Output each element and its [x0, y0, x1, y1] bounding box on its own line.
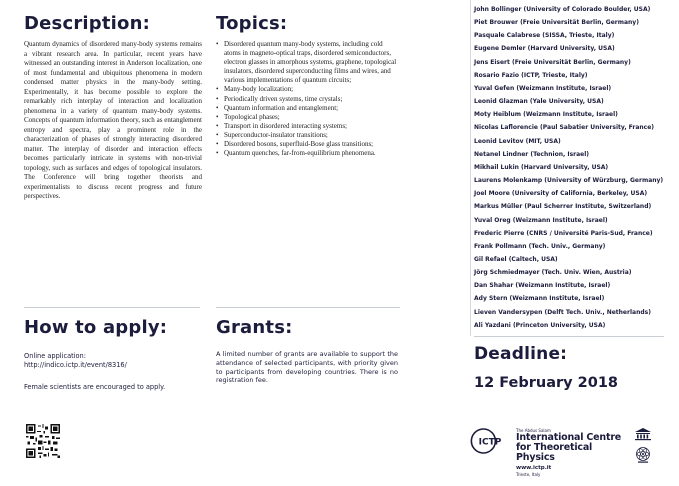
- bullet-icon: •: [216, 85, 219, 94]
- description-heading: Description:: [24, 13, 151, 34]
- qr-code-icon[interactable]: [26, 424, 60, 458]
- bullet-icon: •: [216, 112, 219, 121]
- speaker-item: Pasquale Calabrese (SISSA, Trieste, Italy): [474, 32, 615, 40]
- topic-item: • Superconductor-insulator transitions;: [216, 130, 328, 139]
- description-section: [24, 14, 202, 202]
- speaker-item: Jörg Schmiedmayer (Tech. Univ. Wien, Austria): [474, 269, 632, 277]
- topic-item: • Disordered bosons, superfluid-Bose glass transitions;: [216, 140, 374, 149]
- grants-body: A limited number of grants are available to support the attendance of selected participants, with priority given to participants from developing countries. There is no registration fee.: [216, 350, 398, 385]
- speaker-item: Dan Shahar (Weizmann Institute, Israel): [474, 282, 611, 290]
- bullet-icon: •: [216, 94, 219, 103]
- speaker-item: Nicolas Laflorencie (Paul Sabatier University, France): [474, 124, 655, 132]
- speaker-item: Joel Moore (University of California, Berkeley, USA): [474, 190, 648, 198]
- ictp-logo-icon: [470, 428, 510, 454]
- bullet-icon: •: [216, 103, 219, 112]
- application-label: Online application:: [24, 352, 86, 360]
- apply-section: [24, 318, 204, 392]
- topics-heading: Topics:: [216, 13, 288, 34]
- topics-section: [216, 14, 400, 158]
- ictp-logo-text: ICTP: [478, 437, 502, 448]
- topic-item: • Quantum information and entanglement;: [216, 103, 339, 112]
- speaker-item: Ady Stern (Weizmann Institute, Israel): [474, 295, 605, 303]
- grants-heading: Grants:: [216, 317, 293, 338]
- bullet-icon: •: [216, 121, 219, 130]
- female-scientists-note: Female scientists are encouraged to apply.: [24, 383, 166, 391]
- speaker-item: Frank Pollmann (Tech. Univ., Germany): [474, 242, 606, 250]
- deadline-heading: Deadline:: [474, 344, 568, 364]
- ictp-city: Trieste, Italy: [516, 472, 541, 477]
- grants-section: [216, 318, 398, 385]
- iaea-emblem-icon: [634, 446, 652, 464]
- speaker-item: Mikhail Lukin (Harvard University, USA): [474, 163, 609, 171]
- speaker-item: Laurens Molenkamp (University of Würzburg, Germany): [474, 177, 664, 185]
- speakers-section: [474, 3, 674, 332]
- speaker-item: Ali Yazdani (Princeton University, USA): [474, 321, 606, 329]
- ictp-name-line-2: for Theoretical Physics: [516, 442, 593, 463]
- ictp-name-line-1: International Centre: [516, 432, 622, 443]
- speaker-item: Frederic Pierre (CNRS / Université Paris-Sud, France): [474, 229, 653, 237]
- topic-item: • Disordered quantum many-body systems, including cold atoms in magneto-optical traps, disordered semiconductors, electron glasses in amorphous systems, graphene, topological insulators, disordered superconducting films and wires, and various implementations of quantum circuits;: [216, 40, 397, 85]
- topic-item: • Transport in disordered interacting systems;: [216, 121, 348, 130]
- bullet-icon: •: [216, 140, 219, 149]
- application-link[interactable]: http://indico.ictp.it/event/8316/: [24, 361, 127, 369]
- speakers-list: [474, 3, 674, 332]
- ictp-institution-block: [516, 428, 626, 477]
- speaker-item: Gil Refael (Caltech, USA): [474, 255, 558, 263]
- bullet-icon: •: [216, 149, 219, 158]
- topic-item: • Many-body localization;: [216, 85, 294, 94]
- speaker-item: Leonid Levitov (MIT, USA): [474, 137, 561, 145]
- speaker-item: Eugene Demler (Harvard University, USA): [474, 45, 615, 53]
- deadline-date: 12 February 2018: [474, 375, 619, 391]
- ictp-website[interactable]: www.ictp.it: [516, 465, 552, 471]
- divider-middle: [216, 307, 400, 308]
- speaker-item: Rosario Fazio (ICTP, Trieste, Italy): [474, 71, 588, 79]
- bullet-icon: •: [216, 40, 219, 48]
- speaker-item: Leonid Glazman (Yale University, USA): [474, 98, 604, 106]
- speaker-item: Yuval Gefen (Weizmann Institute, Israel): [474, 84, 612, 92]
- speaker-item: Moty Heiblum (Weizmann Institute, Israel): [474, 111, 618, 119]
- topic-item: • Topological phases;: [216, 112, 280, 121]
- topics-list: [216, 40, 400, 158]
- speaker-item: Yuval Oreg (Weizmann Institute, Israel): [474, 216, 608, 224]
- deadline-section: [474, 344, 664, 392]
- divider-right: [474, 336, 664, 337]
- speaker-item: John Bollinger (University of Colorado Boulder, USA): [474, 6, 651, 13]
- speaker-item: Markus Müller (Paul Scherrer Institute, Switzerland): [474, 203, 652, 211]
- topic-item: • Periodically driven systems, time crystals;: [216, 94, 343, 103]
- divider-vertical: [470, 0, 471, 336]
- ictp-founder-line: The Abdus Salam: [516, 428, 551, 433]
- speaker-item: Lieven Vandersypen (Delft Tech. Univ., Netherlands): [474, 308, 651, 316]
- bullet-icon: •: [216, 130, 219, 139]
- speaker-item: Jens Eisert (Freie Universität Berlin, Germany): [474, 58, 631, 66]
- unesco-emblem-icon: [632, 426, 654, 442]
- divider-left: [24, 307, 200, 308]
- topic-item: • Quantum quenches, far-from-equilibrium phenomena.: [216, 149, 376, 158]
- speaker-item: Netanel Lindner (Technion, Israel): [474, 150, 590, 158]
- speaker-item: Piet Brouwer (Freie Universität Berlin, Germany): [474, 19, 639, 27]
- description-body: Quantum dynamics of disordered many-body systems remains a vibrant research area. In particular, recent years have witnessed an outstanding interest in Anderson localization, one of most fundamental and ubiquitous phenomena in modern condensed matter physics in the many-body setting. Experimentally, it has become possible to explore the remarkably rich interplay of interaction and localization phenomena in a variety of quantum many-body systems. Concepts of quantum information theory, such as entanglement entropy and spectra, play a prominent role in the characterization of phases of strongly interacting disordered matter. The interplay of disorder and interaction effects becomes particularly intricate in systems with non-trivial topology, such as surfaces and edges of topological insulators. The Conference will bring together theorists and experimentalists to discuss recent progress and future perspectives.: [24, 40, 202, 200]
- apply-heading: How to apply:: [24, 317, 168, 338]
